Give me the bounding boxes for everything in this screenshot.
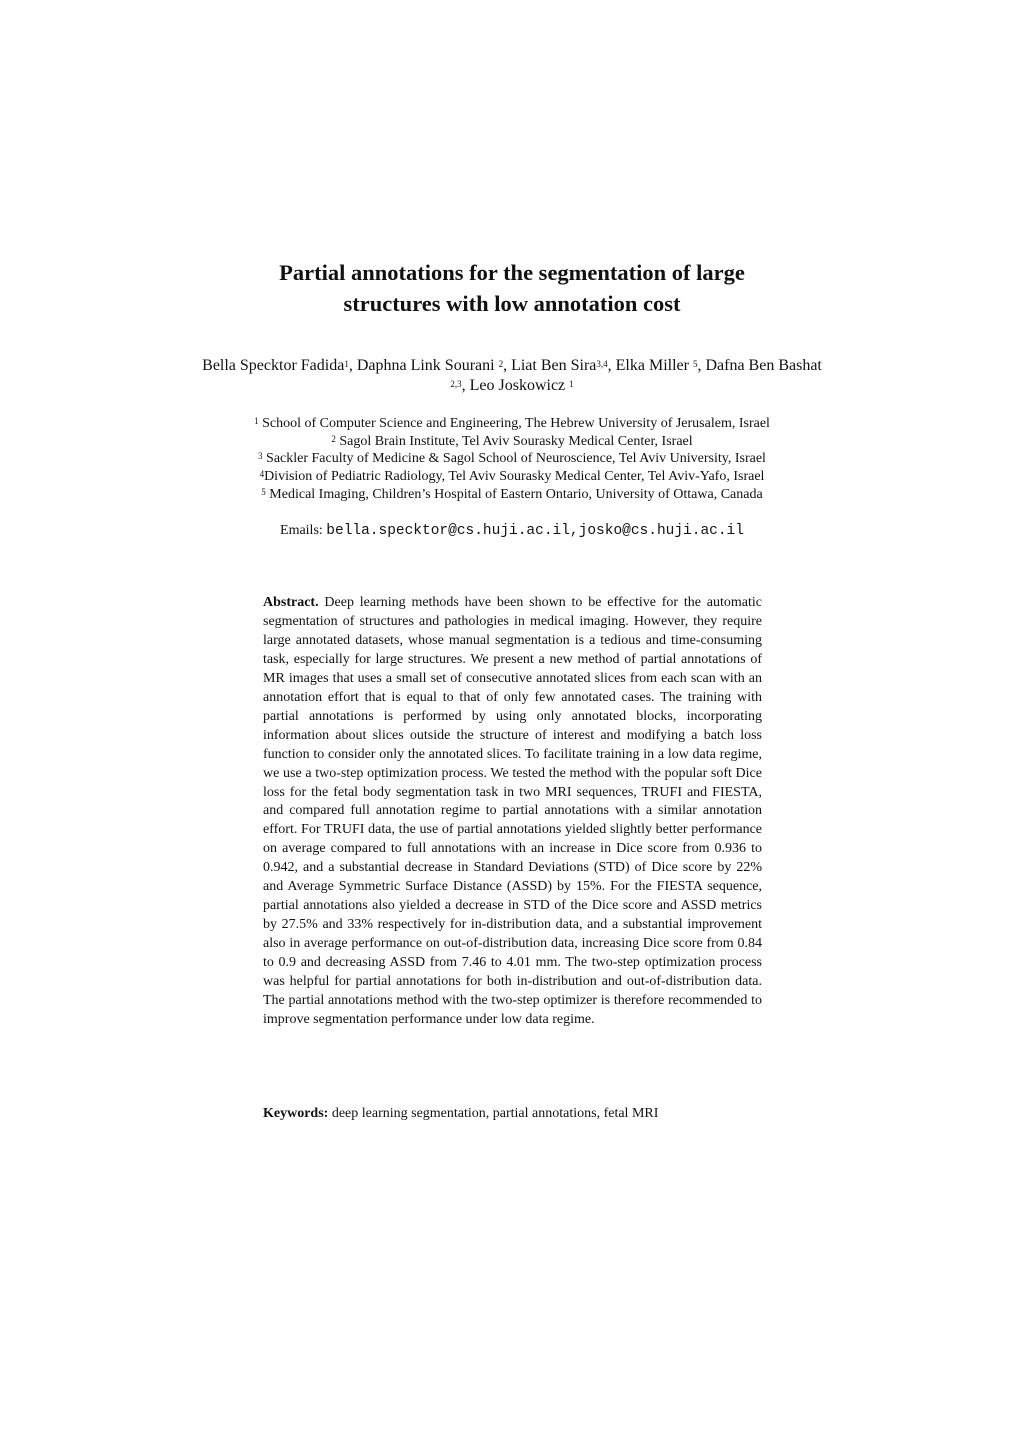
paper-title (212, 257, 812, 319)
email-addresses[interactable]: bella.specktor@cs.huji.ac.il,josko@cs.huji.ac.il (326, 523, 744, 539)
author-affiliation-mark: 5 (692, 359, 698, 369)
affiliation-text: Sagol Brain Institute, Tel Aviv Sourasky Medical Center, Israel (335, 433, 693, 449)
keywords-text: deep learning segmentation, partial annotations, fetal MRI (328, 1106, 659, 1121)
affiliation-list (200, 415, 824, 504)
author-separator: , (348, 357, 357, 374)
affiliation-item (200, 415, 824, 433)
author-affiliation-mark: 1 (569, 379, 574, 389)
contact-emails (200, 522, 824, 540)
keywords-label: Keywords: (263, 1106, 329, 1121)
author-affiliation-mark: 3,4 (596, 359, 608, 369)
affiliation-number: 5 (261, 486, 266, 497)
author-affiliation-mark: 1 (344, 359, 349, 369)
author-separator: , (461, 377, 470, 394)
author-separator: , (697, 357, 706, 374)
author-name: Liat Ben Sira (511, 357, 597, 374)
abstract-text: Deep learning methods have been shown to be effective for the automatic segmentation of structures and pathologies in medical imaging. However, they require large annotated datasets, whose manual segmentation is a tedious and time-consuming task, especially for large structures. We present a new method of partial annotations of MR images that uses a small set of consecutive annotated slices from each scan with an annotation effort that is equal to that of only few annotated cases. The training with partial annotations is performed by using only annotated blocks, incorporating information about slices outside the structure of interest and modifying a batch loss function to consider only the annotated slices. To facilitate training in a low data regime, we use a two-step optimization process. We tested the method with the popular soft Dice loss for the fetal body segmentation task in two MRI sequences, TRUFI and FIESTA, and compared full annotation regime to partial annotations with a similar annotation effort. For TRUFI data, the use of partial annotations yielded slightly better performance on average compared to full annotations with an increase in Dice score from 0.936 to 0.942, and a substantial decrease in Standard Deviations (STD) of Dice score by 22% and Average Symmetric Surface Distance (ASSD) by 15%. For the FIESTA sequence, partial annotations also yielded a decrease in STD of the Dice score and ASSD metrics by 27.5% and 33% respectively for in-distribution data, and a substantial improvement also in average performance on out-of-distribution data, increasing Dice score from 0.84 to 0.9 and decreasing ASSD from 7.46 to 4.01 mm. The two-step optimization process was helpful for partial annotations for both in-distribution and out-of-distribution data. The partial annotations method with the two-step optimizer is therefore recommended to improve segmentation performance under low data regime. (263, 595, 762, 1027)
affiliation-item (200, 433, 824, 451)
affiliation-text: Division of Pediatric Radiology, Tel Aviv Sourasky Medical Center, Tel Aviv-Yafo, Israel (264, 469, 765, 485)
keywords (263, 1105, 762, 1123)
affiliation-item (200, 468, 824, 486)
affiliation-number: 1 (254, 416, 259, 426)
affiliation-number: 4 (259, 469, 265, 480)
emails-label: Emails: (280, 523, 327, 538)
author-separator: , (607, 357, 616, 374)
author-name: Bella Specktor Fadida (202, 357, 345, 374)
paper-title-line-2: structures with low annotation cost (343, 291, 681, 316)
author-affiliation-mark: 2 (498, 359, 504, 369)
affiliation-number: 3 (258, 451, 263, 462)
author-name: Daphna Link Sourani (356, 357, 499, 374)
author-separator: , (503, 357, 512, 374)
paper-title-line-1: Partial annotations for the segmentation of large (279, 260, 745, 285)
author-name: Leo Joskowicz (469, 377, 570, 394)
abstract (263, 594, 762, 1030)
affiliation-text: Sackler Faculty of Medicine & Sagol School of Neuroscience, Tel Aviv University, Israel (262, 451, 766, 467)
affiliation-item (200, 450, 824, 468)
author-affiliation-mark: 2,3 (450, 379, 462, 389)
affiliation-number: 2 (331, 433, 336, 444)
affiliation-text: Medical Imaging, Children’s Hospital of Eastern Ontario, University of Ottawa, Canada (265, 486, 763, 502)
author-name: Dafna Ben Bashat (705, 357, 822, 374)
author-name: Elka Miller (615, 357, 693, 374)
affiliation-text: School of Computer Science and Engineering, The Hebrew University of Jerusalem, Israel (258, 416, 770, 431)
abstract-label: Abstract. (263, 595, 319, 610)
affiliation-item (200, 486, 824, 504)
author-list (200, 356, 824, 396)
